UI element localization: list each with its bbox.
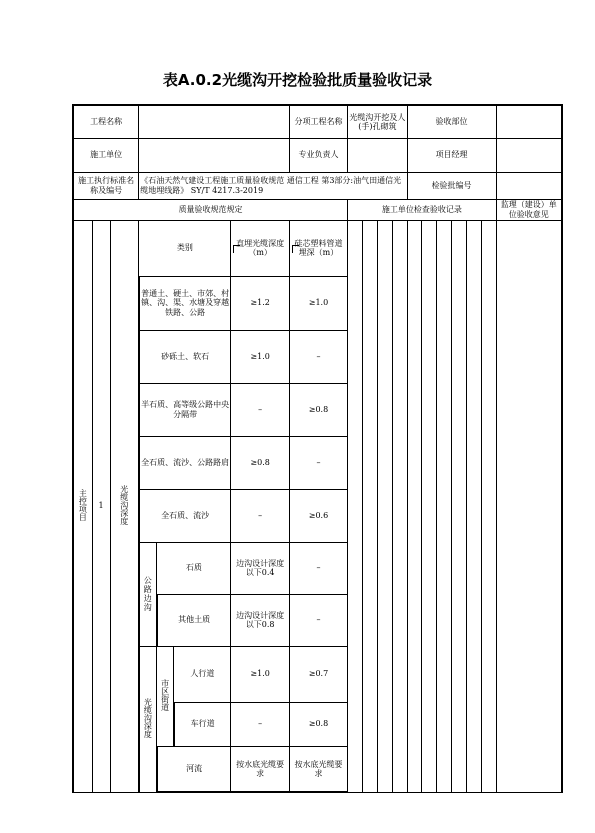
category-cell: 全石质、流沙 <box>139 489 231 542</box>
batch-no-value[interactable] <box>496 172 562 199</box>
check-cell[interactable] <box>392 220 407 792</box>
category-cell: 其他土质 <box>157 594 231 646</box>
pipe-depth-cell: ≥0.6 <box>289 489 347 542</box>
professional-lead-label: 专业负责人 <box>289 138 347 172</box>
checkbox-icon <box>233 245 240 253</box>
check-cell[interactable] <box>437 220 452 792</box>
direct-depth-cell: 边沟设计深度以下0.8 <box>231 594 289 646</box>
standard-value: 《石油天然气建设工程施工质量验收规范 通信工程 第3部分:油气田通信光缆地埋线路》 SY/T 4217.3-2019 <box>139 172 407 199</box>
check-cell[interactable] <box>362 220 377 792</box>
page-title: 表A.0.2光缆沟开挖检验批质量验收记录 <box>162 71 433 89</box>
batch-no-label: 检验批编号 <box>407 172 496 199</box>
direct-depth-cell: 按水底光缆要求 <box>231 746 289 792</box>
fiber-depth-cell <box>139 646 157 792</box>
fiber-depth-label: 光缆沟深度 <box>143 697 153 738</box>
professional-lead-value[interactable] <box>348 138 407 172</box>
check-cell[interactable] <box>348 220 363 792</box>
pipe-depth-cell: – <box>289 330 347 383</box>
road-ditch-label: 公路边沟 <box>139 542 157 646</box>
pipe-depth-cell: – <box>289 594 347 646</box>
sub-project-label: 分项工程名称 <box>289 105 347 138</box>
main-item-cell <box>73 220 92 792</box>
direct-depth-cell: ≥1.2 <box>231 276 289 330</box>
direct-depth-cell: ≥1.0 <box>231 330 289 383</box>
supervisor-header: 监理（建设）单位验收意见 <box>496 199 562 220</box>
sub-project-value: 光缆沟开挖及人(手)孔砌筑 <box>348 105 407 138</box>
pipe-depth-cell: ≥0.7 <box>289 646 347 702</box>
project-manager-label: 项目经理 <box>407 138 496 172</box>
pipe-depth-cell: ≥1.0 <box>289 276 347 330</box>
supervisor-opinion-cell[interactable] <box>496 220 562 792</box>
spec-header: 质量验收规范规定 <box>73 199 348 220</box>
category-cell: 普通土、硬土、市郊、村镇、沟、渠、水塘及穿越铁路、公路 <box>139 276 231 330</box>
check-cell[interactable] <box>466 220 481 792</box>
category-cell: 石质 <box>157 542 231 594</box>
item-name: 光缆沟深度 <box>119 484 129 525</box>
project-manager-value[interactable] <box>496 138 562 172</box>
direct-depth-cell: – <box>231 489 289 542</box>
direct-depth-header: 直埋光缆深度（m） <box>231 220 289 276</box>
city-street-label: 市区街道 <box>160 678 170 711</box>
category-cell: 砂砾土、软石 <box>139 330 231 383</box>
pipe-depth-cell: ≥0.8 <box>289 383 347 436</box>
pipe-depth-header: 硅芯塑料管道埋深（m） <box>289 220 347 276</box>
category-cell: 人行道 <box>174 646 231 702</box>
pipe-depth-cell: – <box>289 542 347 594</box>
category-header: 类别 <box>139 220 231 276</box>
city-street-cell <box>157 646 174 746</box>
category-cell: 河流 <box>157 746 231 792</box>
main-item-label: 主控项目 <box>78 488 88 521</box>
pipe-depth-cell: ≥0.8 <box>289 702 347 746</box>
construction-unit-label: 施工单位 <box>73 138 139 172</box>
direct-depth-cell: 边沟设计深度以下0.4 <box>231 542 289 594</box>
direct-depth-cell: ≥1.0 <box>231 646 289 702</box>
direct-depth-cell: ≥0.8 <box>231 436 289 489</box>
category-cell: 全石质、流沙、公路路肩 <box>139 436 231 489</box>
project-name-label: 工程名称 <box>73 105 139 138</box>
check-cell[interactable] <box>422 220 437 792</box>
pipe-depth-cell: 按水底光缆要求 <box>289 746 347 792</box>
check-cell[interactable] <box>452 220 467 792</box>
direct-depth-cell: – <box>231 383 289 436</box>
item-name-cell <box>110 220 139 792</box>
check-header: 施工单位检查验收记录 <box>348 199 496 220</box>
check-cell[interactable] <box>407 220 422 792</box>
pipe-depth-cell: – <box>289 436 347 489</box>
direct-depth-cell: – <box>231 702 289 746</box>
standard-label: 施工执行标准名称及编号 <box>73 172 139 199</box>
checkbox-icon <box>292 245 299 253</box>
item-no: 1 <box>92 220 110 792</box>
acceptance-part-value[interactable] <box>496 105 562 138</box>
category-cell: 半石质、高等级公路中央分隔带 <box>139 383 231 436</box>
acceptance-record-table <box>72 104 563 793</box>
category-cell: 车行道 <box>174 702 231 746</box>
check-cell[interactable] <box>377 220 392 792</box>
acceptance-part-label: 验收部位 <box>407 105 496 138</box>
project-name-value[interactable] <box>139 105 290 138</box>
check-cell[interactable] <box>481 220 496 792</box>
construction-unit-value[interactable] <box>139 138 290 172</box>
